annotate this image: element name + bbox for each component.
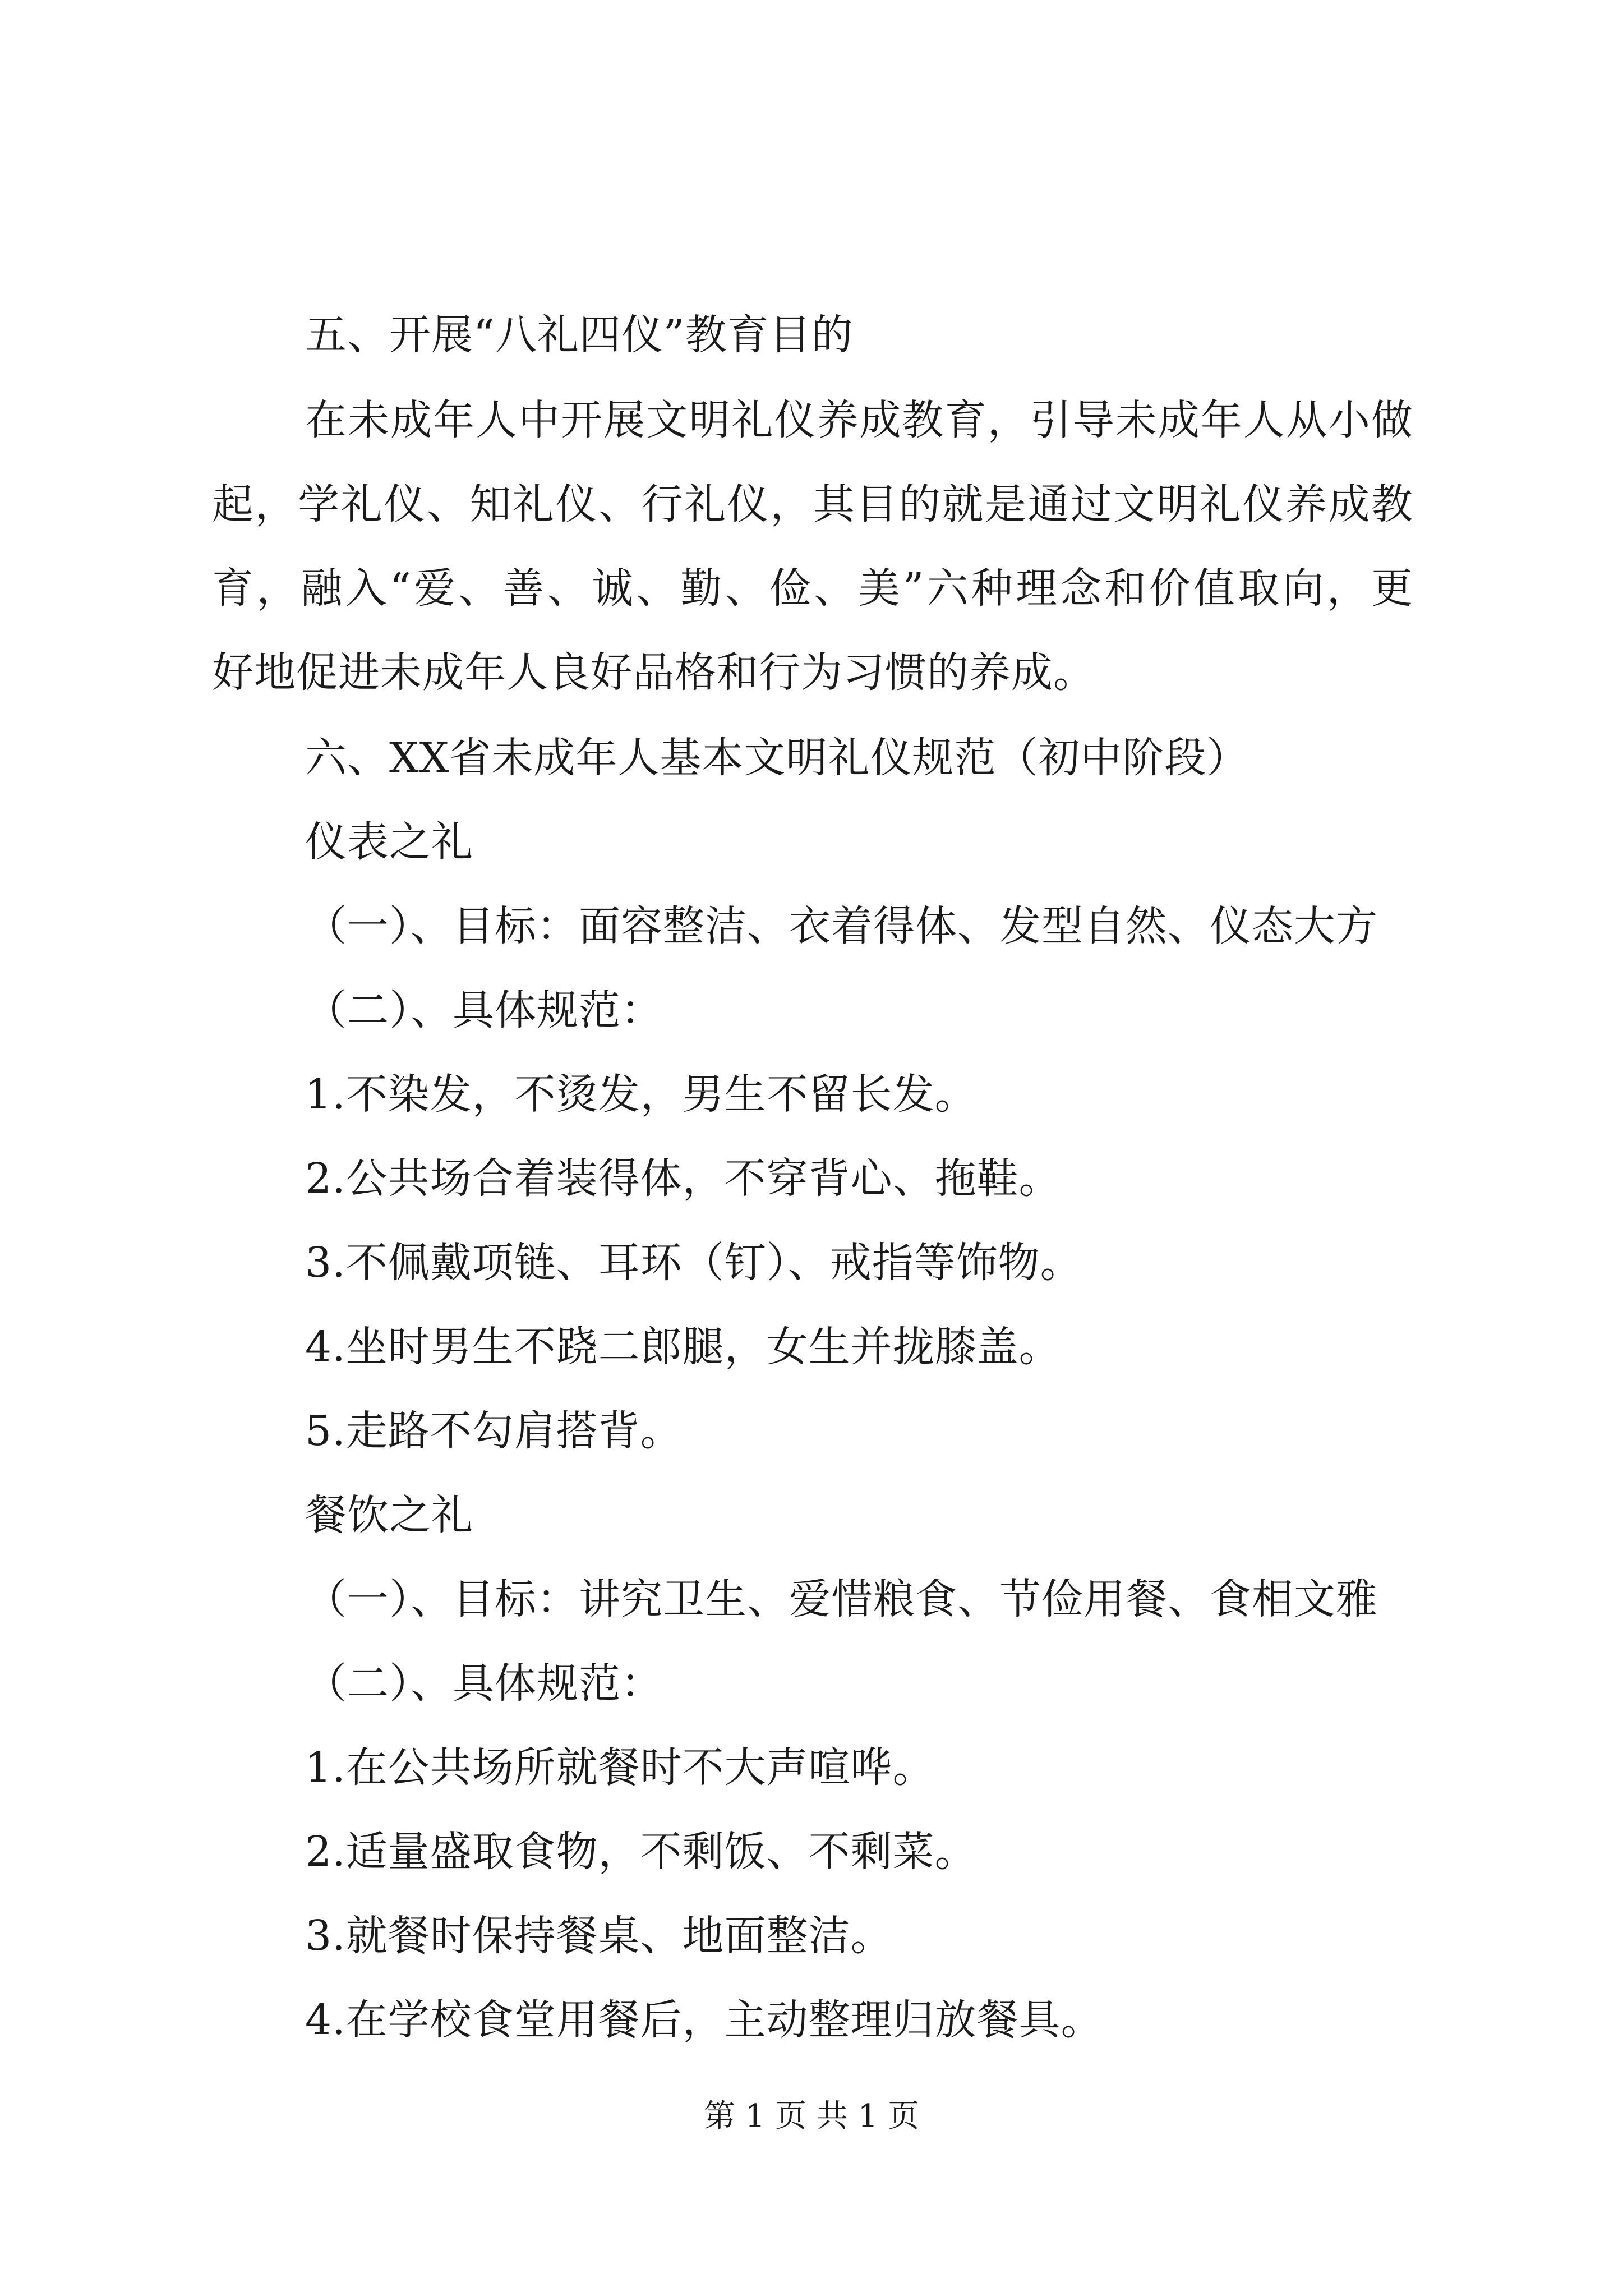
paragraph-line-2: 起，学礼仪、知礼仪、行礼仪，其目的就是通过文明礼仪养成教: [212, 480, 1413, 528]
dining-rule: 3.就餐时保持餐桌、地面整洁。: [305, 1912, 893, 1960]
appearance-rule: 5.走路不勾肩搭背。: [305, 1407, 683, 1455]
dining-title: 餐饮之礼: [305, 1491, 473, 1539]
dining-goal: （一）、目标：讲究卫生、爱惜粮食、节俭用餐、食相文雅: [305, 1575, 1378, 1623]
dining-rules-heading: （二）、具体规范：: [305, 1659, 663, 1708]
appearance-rule: 3.不佩戴项链、耳环（钉）、戒指等饰物。: [305, 1239, 1082, 1287]
appearance-rule: 2.公共场合着装得体，不穿背心、拖鞋。: [305, 1154, 1061, 1203]
appearance-rule: 1.不染发，不烫发，男生不留长发。: [305, 1070, 977, 1119]
section5-heading: 五、开展“八礼四仪”教育目的: [305, 311, 854, 359]
section6-heading: 六、XX省未成年人基本文明礼仪规范（初中阶段）: [305, 734, 1249, 782]
paragraph-line-4: 好地促进未成年人良好品格和行为习惯的养成。: [212, 648, 1095, 697]
paragraph-line-1: 在未成年人中开展文明礼仪养成教育，引导未成年人从小做: [305, 396, 1413, 444]
appearance-goal: （一）、目标：面容整洁、衣着得体、发型自然、仪态大方: [305, 902, 1378, 950]
appearance-rules-heading: （二）、具体规范：: [305, 986, 663, 1034]
page-footer: 第 1 页 共 1 页: [703, 2098, 920, 2134]
appearance-rule: 4.坐时男生不跷二郎腿，女生并拢膝盖。: [305, 1323, 1061, 1371]
paragraph-line-3: 育，融入“爱、善、诚、勤、俭、美”六种理念和价值取向，更: [212, 564, 1413, 613]
dining-rule: 1.在公共场所就餐时不大声喧哗。: [305, 1743, 935, 1792]
dining-rule: 4.在学校食堂用餐后，主动整理归放餐具。: [305, 1996, 1103, 2044]
appearance-title: 仪表之礼: [305, 818, 473, 866]
dining-rule: 2.适量盛取食物，不剩饭、不剩菜。: [305, 1828, 977, 1876]
